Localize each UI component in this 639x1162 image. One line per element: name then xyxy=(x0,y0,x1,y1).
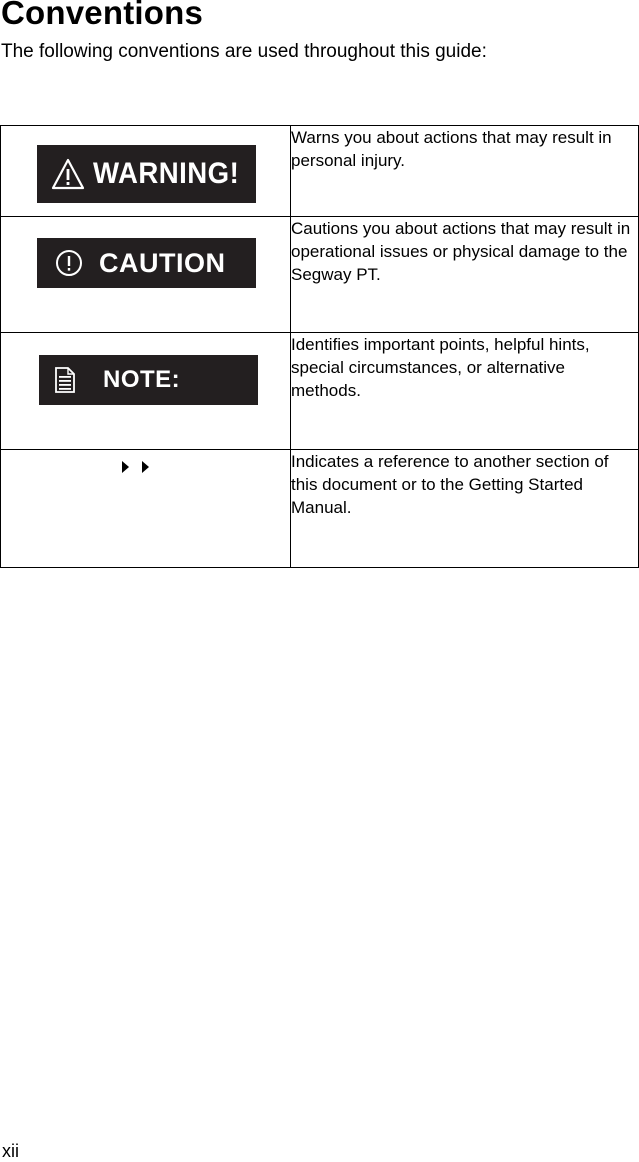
exclamation-circle-icon xyxy=(55,249,83,277)
warning-badge-label: WARNING! xyxy=(93,157,240,190)
conventions-table xyxy=(0,125,639,568)
description-cell: Cautions you about actions that may result in operational issues or physical damage to the Segway PT. xyxy=(291,217,639,333)
table-row xyxy=(1,217,639,333)
symbol-cell xyxy=(1,126,291,217)
description-cell: Identifies important points, helpful hints, special circumstances, or alternative methods. xyxy=(291,333,639,450)
double-arrow-reference-icon xyxy=(121,460,150,474)
warning-badge xyxy=(37,145,256,203)
note-badge-label: NOTE: xyxy=(103,366,181,393)
note-document-icon xyxy=(55,367,75,393)
arrow-right-icon xyxy=(121,460,130,474)
table-row xyxy=(1,126,639,217)
table-row xyxy=(1,450,639,568)
warning-triangle-icon xyxy=(51,158,85,190)
caution-badge-label: CAUTION xyxy=(99,247,226,278)
symbol-cell xyxy=(1,217,291,333)
symbol-cell xyxy=(1,450,291,568)
intro-text: The following conventions are used throughout this guide: xyxy=(1,41,487,62)
arrow-right-icon xyxy=(141,460,150,474)
note-badge xyxy=(39,355,258,405)
table-row xyxy=(1,333,639,450)
description-cell: Indicates a reference to another section of this document or to the Getting Started Manual. xyxy=(291,450,639,568)
page-number: xii xyxy=(2,1141,19,1161)
symbol-cell xyxy=(1,333,291,450)
page-title: Conventions xyxy=(1,0,204,31)
caution-badge xyxy=(37,238,256,288)
description-cell: Warns you about actions that may result in personal injury. xyxy=(291,126,639,217)
